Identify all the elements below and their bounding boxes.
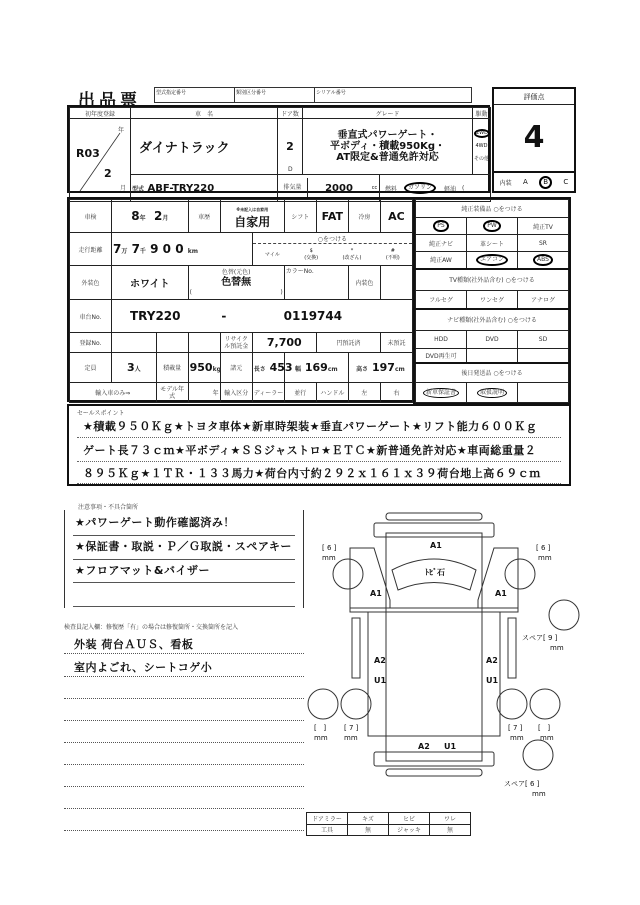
damage-u1-rear: U1 bbox=[444, 742, 457, 751]
color-no-label: カラーNo. bbox=[284, 266, 348, 300]
first-reg-cell bbox=[70, 119, 131, 202]
height bbox=[348, 353, 412, 383]
score-label: 評価点 bbox=[494, 89, 574, 105]
interior-label: 内装 bbox=[499, 179, 512, 187]
mm-unit: mm bbox=[550, 644, 564, 652]
tread-rear-left-inner: 7 bbox=[348, 724, 354, 732]
mm-unit: mm bbox=[314, 734, 328, 742]
grade bbox=[303, 119, 473, 175]
tire-rear-left-outer bbox=[308, 689, 338, 719]
handle-right: 右 bbox=[380, 383, 412, 403]
paren: ) bbox=[280, 288, 283, 296]
class-number-label: 類別区分番号 bbox=[235, 88, 315, 102]
unit-sen: 千 bbox=[139, 248, 146, 255]
grade-label: グレード bbox=[303, 108, 473, 119]
interior-grade bbox=[494, 171, 574, 191]
year-unit: 年 bbox=[139, 215, 146, 222]
capacity-label: 定員 bbox=[70, 353, 112, 383]
later-manual-circled: 取扱説明 bbox=[477, 388, 507, 398]
recycle-amount: 7,700 bbox=[252, 333, 316, 353]
spare-tire-1 bbox=[549, 600, 579, 630]
serial-number-label: シリアル番号 bbox=[316, 90, 346, 96]
inspection-month: 2 bbox=[153, 209, 163, 223]
unknown-label: (不明) bbox=[385, 254, 400, 261]
dvd-playable: DVD再生可 bbox=[416, 349, 467, 363]
jack-value: 無 bbox=[430, 824, 471, 836]
import-class-label: 輸入区分 bbox=[220, 383, 252, 403]
tread-spare-1: 9 bbox=[547, 634, 553, 642]
note-line: ★保証書・取説・Ｐ／Ｇ取説・スペアキー bbox=[75, 540, 292, 553]
capacity-value: 3 bbox=[126, 361, 135, 374]
svg-text:[ 7 ]: [ 7 ] bbox=[344, 724, 359, 732]
serial-boxes bbox=[154, 87, 472, 103]
svg-text:スペア[ 6 ]: スペア[ 6 ] bbox=[504, 780, 540, 788]
right-side-step bbox=[508, 618, 516, 678]
drive-4wd: 4WD bbox=[475, 143, 488, 149]
svg-text:[ ]: [ ] bbox=[314, 724, 327, 732]
doors-value: 2 bbox=[286, 140, 294, 153]
note-line: ★フロアマット&バイザー bbox=[75, 564, 211, 577]
sales-points bbox=[67, 404, 571, 486]
front-grille bbox=[374, 523, 494, 537]
tread-spare-2: 6 bbox=[529, 780, 535, 788]
recycle-paid: 円預託済 bbox=[316, 333, 380, 353]
tire-rear-left-inner bbox=[341, 689, 371, 719]
svg-text:[ 6 ]: [ 6 ] bbox=[536, 544, 551, 552]
use-note: ※未記入は自家用 bbox=[236, 207, 269, 212]
tire-front-right bbox=[505, 559, 535, 589]
vehicle-damage-diagram bbox=[300, 500, 580, 800]
tv-fullseg: フルセグ bbox=[416, 291, 467, 309]
recolor-label: 色替(元色) bbox=[221, 268, 251, 276]
flag-swap bbox=[304, 248, 318, 261]
load-unit: kg bbox=[212, 366, 221, 373]
inspection-date bbox=[112, 200, 189, 233]
fuel-label: 燃料 bbox=[384, 185, 397, 193]
notes-label: 注意事項・不具合箇所 bbox=[78, 504, 139, 511]
model-year-unit: 年 bbox=[188, 383, 220, 403]
drive-other: その他 bbox=[474, 156, 490, 162]
tire-front-left bbox=[333, 559, 363, 589]
damage-u1-left: U1 bbox=[374, 676, 387, 685]
displacement-value: 2000 bbox=[325, 182, 353, 194]
cm-unit: cm bbox=[394, 366, 405, 373]
tv-oneseg: ワンセグ bbox=[467, 291, 518, 309]
crack-header: ヒビ bbox=[389, 813, 430, 825]
type-number-label: 型式指定番号 bbox=[155, 88, 235, 102]
tv-analog: アナログ bbox=[518, 291, 569, 309]
interior-color-label: 内装色 bbox=[348, 266, 380, 300]
break-header: ワレ bbox=[430, 813, 471, 825]
damage-a1-right: A1 bbox=[495, 589, 507, 598]
color-value: ホワイト bbox=[112, 266, 189, 300]
dimensions-label: 諸元 bbox=[220, 353, 252, 383]
navi-sd: SD bbox=[518, 331, 569, 349]
tire-rear-right-outer bbox=[530, 689, 560, 719]
chassis-label: 車台No. bbox=[70, 300, 112, 333]
use-value: 自家用 bbox=[234, 215, 271, 229]
first-reg-month: 2 bbox=[104, 167, 112, 180]
load-label: 積載量 bbox=[156, 353, 188, 383]
cab-divider bbox=[350, 608, 518, 612]
model-code: ABF-TRY220 bbox=[147, 182, 215, 194]
fuel-other: ( bbox=[462, 184, 465, 192]
mileage-label: 走行距離 bbox=[70, 233, 112, 266]
model-label: 型式 bbox=[132, 185, 145, 193]
paren: ( bbox=[189, 288, 192, 296]
import-parallel: 並行 bbox=[284, 383, 316, 403]
recycle-unpaid: 未預託 bbox=[380, 333, 412, 353]
equip-navi: 純正ナビ bbox=[416, 235, 467, 252]
model-year-label: モデル年式 bbox=[156, 383, 188, 403]
height-value: 197 bbox=[371, 361, 395, 374]
equip-pw-circled: PW bbox=[483, 220, 501, 232]
inspector-line: 室内よごれ、シートコゲ小 bbox=[74, 661, 213, 674]
sales-point-line: ★積載９５０Ｋｇ★トヨタ車体★新車時架装★垂直パワーゲート★リフト能力６００Ｋｇ bbox=[83, 420, 538, 433]
cargo-bed bbox=[368, 612, 500, 736]
flag-tamper bbox=[343, 248, 362, 261]
chassis-number bbox=[112, 300, 413, 333]
handle-label: ハンドル bbox=[316, 383, 348, 403]
handle-left: 左 bbox=[348, 383, 380, 403]
interior-c: C bbox=[563, 178, 569, 186]
navi-dvd: DVD bbox=[467, 331, 518, 349]
grade-line: 垂直式パワーゲート・ bbox=[337, 130, 438, 141]
cm-unit: cm bbox=[327, 366, 338, 373]
shift-label: シフト bbox=[284, 200, 316, 233]
scratch-header: キズ bbox=[348, 813, 389, 825]
grade-line: AT限定&普通免許対応 bbox=[336, 152, 439, 163]
equip-leather: 革シート bbox=[467, 235, 518, 252]
equip-sunroof: SR bbox=[518, 235, 569, 252]
chassis-dash: - bbox=[221, 309, 227, 323]
capacity bbox=[112, 353, 157, 383]
unit-man: 万 bbox=[121, 248, 128, 255]
inspection-label: 車検 bbox=[70, 200, 112, 233]
drive-2wd-circled: 2WD bbox=[476, 130, 488, 136]
length-value: 453 bbox=[269, 361, 293, 374]
tools-value: 無 bbox=[348, 824, 389, 836]
inspection-year: 8 bbox=[131, 209, 140, 223]
sheet-title: 出品票 bbox=[78, 91, 141, 111]
interior-b-circled: B bbox=[539, 176, 552, 189]
sales-point-line: ８９５Ｋｇ★１ＴＲ・１３３馬力★荷台内寸約２９２ｘ１６１ｘ３９荷台地上高６９ｃｍ bbox=[83, 467, 541, 480]
damage-a2-left: A2 bbox=[374, 656, 386, 665]
mm-unit: mm bbox=[538, 554, 552, 562]
tire-rear-right-inner bbox=[497, 689, 527, 719]
reg-label: 登録No. bbox=[70, 333, 112, 353]
first-reg-year: R03 bbox=[76, 147, 100, 160]
spare-tire-2 bbox=[523, 740, 553, 770]
import-label: 輸入車のみ⇒ bbox=[70, 383, 157, 403]
rear-bumper bbox=[386, 769, 482, 776]
recolor-value: 色替無 bbox=[221, 276, 252, 288]
ac-value: AC bbox=[380, 200, 412, 233]
tv-header: TV種類(社外品含む) ○をつける bbox=[416, 269, 569, 291]
mileage-value bbox=[112, 233, 253, 266]
score-value: 4 bbox=[523, 120, 545, 155]
shift-value: FAT bbox=[316, 200, 348, 233]
sales-points-label: セールスポイント bbox=[77, 410, 125, 417]
chassis-serial: 0119744 bbox=[283, 309, 343, 323]
svg-text:[ 6 ]: [ 6 ] bbox=[322, 544, 337, 552]
flag-mile: マイル bbox=[264, 251, 280, 258]
load bbox=[188, 353, 220, 383]
mm-unit: mm bbox=[540, 734, 554, 742]
sales-point-line: ゲート長７３ｃｍ★平ボディ★ＳＳジャストロ★ＥＴＣ★新普通免許対応★車両総重量２ bbox=[83, 444, 537, 457]
equip-tv: 純正TV bbox=[518, 218, 569, 235]
width-label: 幅 bbox=[294, 366, 301, 373]
interior-a: A bbox=[523, 178, 528, 186]
year-unit: 年 bbox=[117, 127, 124, 134]
later-header: 後日発送品 ○をつける bbox=[416, 363, 569, 383]
front-bumper bbox=[386, 513, 482, 520]
mm-unit: mm bbox=[344, 734, 358, 742]
drive-cell bbox=[473, 119, 491, 175]
damage-chip-windshield: ﾄﾋﾞ石 bbox=[425, 568, 445, 577]
mm-unit: mm bbox=[322, 554, 336, 562]
swap-symbol: $ bbox=[309, 247, 313, 254]
mm-unit: mm bbox=[510, 734, 524, 742]
width-value: 169 bbox=[304, 361, 328, 374]
mirror-header: ドアミラー bbox=[307, 813, 348, 825]
rear-frame bbox=[374, 752, 494, 766]
color-label: 外装色 bbox=[70, 266, 112, 300]
mileage-digit: 0 bbox=[175, 242, 184, 256]
svg-text:[ ]: [ ] bbox=[538, 724, 551, 732]
recycle-label: リサイクル預託金 bbox=[220, 333, 252, 353]
mileage-digit: 9 bbox=[150, 242, 159, 256]
equip-aw: 純正AW bbox=[416, 252, 467, 269]
circle-note: ○をつける bbox=[253, 234, 412, 244]
use-label: 車歴 bbox=[188, 200, 220, 233]
left-door-panel bbox=[350, 548, 390, 608]
use-cell bbox=[220, 200, 284, 233]
doors-unit: D bbox=[288, 166, 293, 173]
later-warranty-circled: 新車保証書 bbox=[423, 388, 459, 398]
month-unit: 月 bbox=[162, 215, 169, 222]
flag-unknown bbox=[386, 248, 400, 261]
car-name-label: 車 名 bbox=[131, 108, 278, 119]
vehicle-detail-table bbox=[67, 197, 415, 402]
damage-a1-hood: A1 bbox=[430, 541, 442, 550]
displacement-unit: cc bbox=[370, 175, 380, 201]
height-label: 高さ bbox=[356, 366, 369, 373]
damage-u1-right: U1 bbox=[486, 676, 499, 685]
load-value: 950 bbox=[189, 361, 213, 374]
import-dealer: ディーラー bbox=[252, 383, 284, 403]
mm-unit: mm bbox=[532, 790, 546, 798]
equipment-table bbox=[413, 197, 571, 405]
fuel-diesel: 軽油 bbox=[443, 185, 456, 193]
damage-a2-right: A2 bbox=[486, 656, 498, 665]
tools-label: 工具 bbox=[307, 824, 348, 836]
month-unit: 月 bbox=[119, 185, 126, 192]
ac-label: 冷房 bbox=[348, 200, 380, 233]
mileage-digit: 0 bbox=[162, 242, 172, 256]
jack-label: ジャッキ bbox=[389, 824, 430, 836]
equip-ps-circled: PS bbox=[433, 220, 448, 232]
grade-line: 平ボディ・積載950Kg・ bbox=[330, 141, 445, 152]
drive-label: 駆動 bbox=[473, 108, 491, 119]
damage-a2-rear: A2 bbox=[418, 742, 430, 751]
mileage-digit: 7 bbox=[113, 242, 122, 256]
score-box bbox=[492, 87, 576, 193]
right-door-panel bbox=[478, 548, 518, 608]
equipment-header: 純正装備品 ○をつける bbox=[416, 200, 569, 218]
left-side-step bbox=[352, 618, 360, 678]
navi-header: ナビ種類(社外品含む) ○をつける bbox=[416, 309, 569, 331]
doors-label: ドア数 bbox=[278, 108, 303, 119]
mileage-flags bbox=[252, 233, 412, 266]
inspector-label: 検査員記入欄：修復歴「有」の場合は修復箇所・交換箇所を記入 bbox=[64, 624, 239, 631]
mileage-digit: 7 bbox=[131, 242, 140, 256]
svg-text:[ 7 ]: [ 7 ] bbox=[508, 724, 523, 732]
fuel-gasoline-circled: ガソリン bbox=[404, 182, 436, 194]
inspector-line: 外装 荷台ＡＵＳ、看板 bbox=[74, 638, 194, 651]
length-label: 長さ bbox=[253, 366, 266, 373]
tread-front-right: 6 bbox=[540, 544, 546, 552]
equip-abs-circled: ABS bbox=[533, 254, 553, 266]
unit-km: km bbox=[187, 248, 199, 255]
length bbox=[252, 353, 293, 383]
tread-front-left: 6 bbox=[326, 544, 332, 552]
capacity-unit: 人 bbox=[134, 366, 141, 373]
tamper-label: (改ざん) bbox=[342, 254, 362, 261]
damage-a1-left: A1 bbox=[370, 589, 382, 598]
width bbox=[284, 353, 348, 383]
swap-label: (交換) bbox=[304, 254, 319, 261]
first-reg-label: 初年度登録 bbox=[70, 108, 131, 119]
svg-text:スペア[ 9 ]: スペア[ 9 ] bbox=[522, 634, 558, 642]
equip-aircon-circled: エアコン bbox=[476, 254, 508, 266]
vehicle-basic-table bbox=[67, 105, 490, 193]
chassis-prefix: TRY220 bbox=[130, 309, 181, 323]
navi-hdd: HDD bbox=[416, 331, 467, 349]
tread-rear-right-inner: 7 bbox=[512, 724, 518, 732]
spare-label: スペア bbox=[504, 780, 525, 788]
inspector-lines bbox=[64, 632, 304, 842]
note-line: ★パワーゲート動作確認済み！ bbox=[75, 516, 235, 529]
recolor-cell bbox=[188, 266, 284, 300]
spare-label: スペア bbox=[522, 634, 543, 642]
car-name: ダイナトラック bbox=[131, 119, 278, 175]
mirror-table bbox=[306, 812, 471, 836]
unknown-symbol: # bbox=[390, 247, 395, 254]
displacement-label: 排気量 bbox=[278, 178, 308, 198]
notes-box bbox=[64, 510, 304, 608]
tamper-symbol: * bbox=[350, 247, 354, 254]
